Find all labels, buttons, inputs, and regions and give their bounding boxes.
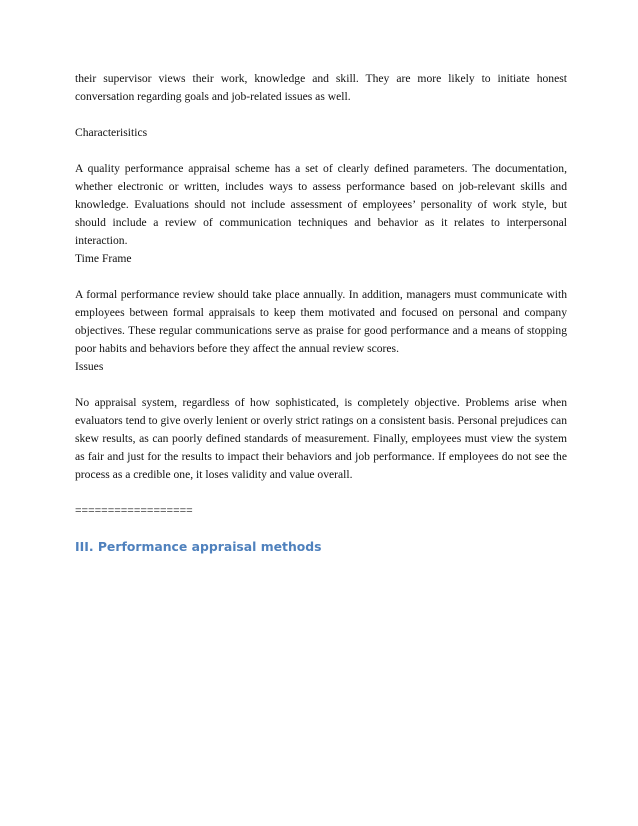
spacer bbox=[75, 142, 567, 160]
document-body bbox=[75, 70, 567, 556]
spacer bbox=[75, 484, 567, 502]
time-frame-heading: Time Frame bbox=[75, 252, 132, 265]
characteristics-paragraph: A quality performance appraisal scheme has a set of clearly defined parameters. The documentation, whether electronic or written, includes ways to assess performance based on job-relevant skills and knowledge. Evaluations should not include assessment of employees’ personality of work style, but should include a review of communication techniques and behavior as it relates to interpersonal interaction. bbox=[75, 162, 567, 247]
issues-paragraph: No appraisal system, regardless of how sophisticated, is completely objective. Problems arise when evaluators tend to give overly lenient or overly strict ratings on a consistent basis. Personal prejudices can skew results, as can poorly defined standards of measurement. Finally, employees must view the system as fair and just for the results to impact their behaviors and job performance. If employees do not see the process as a credible one, it loses validity and value overall. bbox=[75, 396, 567, 481]
spacer bbox=[75, 520, 567, 538]
spacer bbox=[75, 106, 567, 124]
spacer bbox=[75, 268, 567, 286]
spacer bbox=[75, 376, 567, 394]
time-frame-paragraph: A formal performance review should take place annually. In addition, managers must communicate with employees between formal appraisals to keep them motivated and focused on personal and company objectives. These regular communications serve as praise for good performance and a means of stopping poor habits and behaviors before they affect the annual review scores. bbox=[75, 288, 567, 355]
section-heading: III. Performance appraisal methods bbox=[75, 539, 322, 554]
intro-paragraph: their supervisor views their work, knowledge and skill. They are more likely to initiate honest conversation regarding goals and job-related issues as well. bbox=[75, 72, 567, 103]
issues-heading: Issues bbox=[75, 360, 104, 373]
characteristics-heading: Characterisitics bbox=[75, 126, 148, 139]
separator-line: ================== bbox=[75, 504, 193, 517]
